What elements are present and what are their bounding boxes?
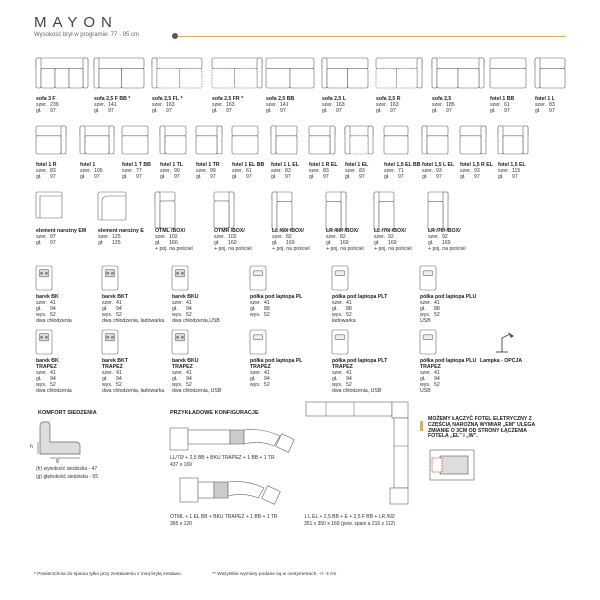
- module-name: półka pod laptopa PLU: [420, 358, 477, 364]
- row1-item-5-label: [322, 96, 346, 114]
- module-dimension: wys. 52: [250, 312, 270, 318]
- row5-item-1-label: [102, 358, 164, 394]
- module-dimension: gł. 97: [460, 174, 480, 180]
- row1-item-6-label: [376, 96, 401, 114]
- module-dimension: gł. 88: [332, 306, 352, 312]
- module-dimension: wys. 52: [332, 382, 352, 388]
- module-dimension: szer. 83: [271, 168, 291, 174]
- module-dimension: gł. 94: [36, 306, 56, 312]
- module-name: fotel 1: [80, 162, 96, 168]
- module-dimension: gł. 97: [266, 108, 286, 114]
- module-name: fotel 1,5 R EL: [460, 162, 493, 168]
- module-name: fotel 1 EL: [345, 162, 369, 168]
- config-3-dims: 351 x 350 x 169 (pow. spani a 216 x 112): [304, 521, 396, 527]
- module-extra: ładowarka: [332, 318, 356, 324]
- row1-item-0-label: [36, 96, 59, 114]
- module-dimension: gł. 97: [422, 174, 442, 180]
- module-dimension: szer. 83: [36, 168, 56, 174]
- module-name: fotel 1 T BB: [122, 162, 151, 168]
- module-dimension: gł. 97: [384, 174, 404, 180]
- module-dimension: wys. 52: [172, 312, 192, 318]
- row3-item-3-label: [214, 228, 252, 252]
- module-name: półka pod laptopa PLU: [420, 294, 477, 300]
- module-dimension: szer. 83: [535, 102, 555, 108]
- row2-item-7-label: [309, 162, 338, 180]
- module-dimension: szer. 41: [36, 370, 56, 376]
- corner-join-icon: [428, 448, 476, 482]
- module-dimension: gł. 94: [420, 376, 440, 382]
- module-dimension: szer. 83: [345, 168, 365, 174]
- header-rule: [178, 36, 566, 37]
- module-dimension: szer. 185: [432, 102, 455, 108]
- note-accent: [420, 421, 423, 431]
- module-dimension: szer. 41: [172, 300, 192, 306]
- module-name: fotel 1,5 L EL: [422, 162, 455, 168]
- row1-item-7-label: [432, 96, 455, 114]
- module-dimension: gł. 94: [102, 306, 122, 312]
- row2-item-10-label: [422, 162, 454, 180]
- row4-item-0-label: [36, 294, 72, 324]
- module-dimension: szer. 61: [490, 102, 510, 108]
- row5-item-6-label: [480, 358, 522, 364]
- row3-item-0-icon: [36, 192, 62, 218]
- module-extra: USB: [420, 388, 431, 394]
- module-name: LL /70/ /BOX/: [374, 228, 406, 234]
- module-name: LL /60/ /BOX/: [272, 228, 304, 234]
- module-dimension: gł. 97: [498, 174, 518, 180]
- module-dimension: gł. 97: [122, 174, 142, 180]
- module-dimension: szer. 93: [422, 168, 442, 174]
- module-dimension: szer. 77: [122, 168, 142, 174]
- row5-item-6-icon: [494, 330, 516, 354]
- row2-item-2-icon: [122, 126, 148, 154]
- module-dimension: szer. 41: [36, 300, 56, 306]
- module-dimension: wys. 52: [250, 382, 270, 388]
- module-dimension: szer. 41: [420, 300, 440, 306]
- config-3-diagram: [304, 398, 412, 508]
- row2-item-8-label: [345, 162, 368, 180]
- row2-item-8-icon: [345, 126, 373, 154]
- row2-item-5-icon: [232, 126, 258, 154]
- module-dimension: szer. 41: [102, 370, 122, 376]
- module-name: OTML /BOX/: [155, 228, 186, 234]
- seat-h-marker: h: [30, 444, 33, 450]
- module-name: półka pod laptopa PL: [250, 358, 303, 364]
- module-name: fotel 1 EL BB: [232, 162, 265, 168]
- module-extra: dwa chłodzenia, USB: [332, 388, 382, 394]
- module-dimension: szer. 71: [384, 168, 404, 174]
- row1-item-0-icon: [36, 58, 88, 88]
- row1-item-7-icon: [432, 58, 484, 88]
- module-dimension: gł. 160: [155, 240, 178, 246]
- row3-item-7-icon: [428, 192, 448, 230]
- module-dimension: szer. 102: [155, 234, 178, 240]
- row4-item-5-icon: [420, 266, 436, 290]
- row3-item-0-label: [36, 228, 86, 246]
- row2-item-4-icon: [196, 126, 222, 154]
- module-name: Lampka - OPCJA: [480, 358, 523, 364]
- module-name: LR /70/ /BOX/: [428, 228, 461, 234]
- module-name: sofa 2,5 FR *: [212, 96, 244, 102]
- module-name: półka pod laptopa PLT: [332, 358, 388, 364]
- row3-item-5-icon: [326, 192, 346, 230]
- row4-item-2-icon: [172, 266, 188, 290]
- module-dimension: szer. 61: [232, 168, 252, 174]
- module-name: sofa 3 F: [36, 96, 56, 102]
- row4-item-3-icon: [250, 266, 266, 290]
- module-dimension: gł. 97: [212, 108, 232, 114]
- module-extra: dwa chłodzenia, USB: [172, 388, 222, 394]
- module-dimension: szer. 41: [332, 300, 352, 306]
- module-dimension: szer. 105: [80, 168, 103, 174]
- row1-item-2-label: [152, 96, 182, 114]
- module-dimension: szer. 163: [212, 102, 235, 108]
- module-dimension: szer. 93: [460, 168, 480, 174]
- module-dimension: gł. 97: [152, 108, 172, 114]
- module-dimension: gł. 169: [326, 240, 349, 246]
- module-dimension: gł. 94: [250, 376, 270, 382]
- module-name: barek BKT: [102, 294, 128, 300]
- row1-item-3-icon: [212, 58, 262, 88]
- row3-item-1-label: [98, 228, 144, 246]
- module-extra: dwa chłodzenia: [36, 318, 72, 324]
- row2-item-4-label: [196, 162, 220, 180]
- module-name: fotel 1 L: [535, 96, 555, 102]
- module-name: barek BK: [36, 358, 59, 364]
- row3-item-1-icon: [98, 192, 126, 220]
- row5-item-2-icon: [172, 330, 188, 354]
- module-dimension: wys. 52: [36, 312, 56, 318]
- row1-item-1-icon: [94, 58, 144, 88]
- module-dimension: gł. 94: [172, 306, 192, 312]
- module-name: sofa 2,5 BB: [266, 96, 295, 102]
- row4-item-0-icon: [36, 266, 52, 290]
- module-dimension: szer. 102: [214, 234, 237, 240]
- row5-item-4-label: [332, 358, 387, 394]
- row2-item-6-label: [271, 162, 299, 180]
- module-dimension: szer. 163: [322, 102, 345, 108]
- page-subtitle: Wysokość brył w programie: 77 - 95 cm: [34, 32, 139, 38]
- module-dimension: szer. 125: [98, 234, 121, 240]
- row1-item-9-icon: [535, 58, 565, 88]
- row1-item-4-icon: [266, 58, 314, 88]
- module-name: barek BKT: [102, 358, 128, 364]
- module-dimension: szer. 82: [272, 234, 292, 240]
- module-dimension: szer. 141: [266, 102, 289, 108]
- module-sub: TRAPEZ: [102, 364, 123, 370]
- module-extra: USB: [420, 318, 431, 324]
- module-name: fotel 1 R: [36, 162, 57, 168]
- module-dimension: gł. 97: [271, 174, 291, 180]
- config-2-label: OTML + 1 EL BB + BKU TRAPEZ + 1 BB + 1 TR: [170, 514, 278, 520]
- module-dimension: szer. 83: [309, 168, 329, 174]
- config-3-label: 1 L EL + 2,5 BB + E + 2,5 F BB + LR /60/: [304, 514, 395, 520]
- row1-item-8-icon: [490, 58, 526, 88]
- module-dimension: szer. 41: [250, 300, 270, 306]
- config-2-dims: 365 x 120: [170, 521, 192, 527]
- module-dimension: gł. 169: [428, 240, 451, 246]
- module-name: LR /60/ /BOX/: [326, 228, 359, 234]
- configs-title: PRZYKŁADOWE KONFIGURACJE: [170, 410, 259, 416]
- module-name: fotel 1 TR: [196, 162, 220, 168]
- module-name: element narożny E: [98, 228, 144, 234]
- row1-item-9-label: [535, 96, 555, 114]
- module-extra: dwa chłodzenia,USB: [172, 318, 220, 324]
- row3-item-4-icon: [272, 192, 292, 230]
- module-extra: + poj. na pościel: [326, 246, 364, 252]
- comfort-title: KOMFORT SIEDZENIA: [38, 410, 97, 416]
- module-dimension: gł. 88: [250, 306, 270, 312]
- module-sub: TRAPEZ: [332, 364, 353, 370]
- seat-g-marker: g: [56, 458, 59, 464]
- module-dimension: gł. 125: [98, 240, 121, 246]
- module-name: fotel 1,5 EL: [498, 162, 526, 168]
- module-dimension: szer. 239: [36, 102, 59, 108]
- module-dimension: szer. 92: [374, 234, 394, 240]
- module-name: fotel 1 TL: [160, 162, 184, 168]
- module-dimension: szer. 141: [94, 102, 117, 108]
- module-dimension: wys. 52: [102, 382, 122, 388]
- module-dimension: szer. 163: [152, 102, 175, 108]
- module-dimension: szer. 41: [332, 370, 352, 376]
- row3-item-7-label: [428, 228, 466, 252]
- module-name: półka pod laptopa PL: [250, 294, 303, 300]
- module-name: element narożny EM: [36, 228, 87, 234]
- config-1-diagram: [168, 422, 298, 452]
- row2-item-0-label: [36, 162, 56, 180]
- module-dimension: szer. 41: [102, 300, 122, 306]
- row1-item-6-icon: [376, 58, 422, 88]
- row2-item-6-icon: [271, 126, 297, 154]
- module-dimension: wys. 52: [420, 382, 440, 388]
- module-dimension: gł. 160: [214, 240, 237, 246]
- row5-item-5-label: [420, 358, 476, 394]
- seat-height-label: (h) wysokość siedziska - 47: [36, 466, 98, 472]
- module-extra: dwa chłodzenia, ładowarka: [102, 318, 165, 324]
- row2-item-3-icon: [160, 126, 186, 154]
- module-dimension: gł. 94: [102, 376, 122, 382]
- row4-item-3-label: [250, 294, 302, 318]
- row4-item-4-label: [332, 294, 387, 324]
- module-dimension: gł. 97: [160, 174, 180, 180]
- module-dimension: wys. 52: [420, 312, 440, 318]
- module-name: barek BK: [36, 294, 59, 300]
- module-dimension: gł. 97: [94, 108, 114, 114]
- module-name: fotel 1 L EL: [271, 162, 299, 168]
- module-extra: + poj. na pościel: [374, 246, 412, 252]
- module-dimension: gł. 97: [345, 174, 365, 180]
- module-dimension: szer. 97: [36, 234, 56, 240]
- module-dimension: gł. 94: [172, 376, 192, 382]
- module-dimension: wys. 52: [36, 382, 56, 388]
- row2-item-5-label: [232, 162, 264, 180]
- row3-item-2-icon: [155, 192, 175, 228]
- row5-item-0-icon: [36, 330, 52, 354]
- row5-item-3-label: [250, 358, 302, 388]
- module-sub: TRAPEZ: [420, 364, 441, 370]
- row5-item-3-icon: [250, 330, 266, 354]
- module-dimension: szer. 41: [172, 370, 192, 376]
- module-sub: TRAPEZ: [36, 364, 57, 370]
- module-name: OTMR /BOX/: [214, 228, 245, 234]
- seat-depth-label: (g) głębokość siedziska - 55: [36, 474, 98, 480]
- module-name: sofa 2,5 FL *: [152, 96, 183, 102]
- row3-item-6-icon: [374, 192, 394, 230]
- module-dimension: gł. 97: [322, 108, 342, 114]
- row2-item-10-icon: [422, 126, 448, 154]
- row5-item-0-label: [36, 358, 72, 394]
- module-name: sofa 2,5 L: [322, 96, 346, 102]
- module-dimension: gł. 97: [535, 108, 555, 114]
- row4-item-5-label: [420, 294, 476, 324]
- row2-item-9-icon: [384, 126, 408, 154]
- module-name: fotel 1 BB: [490, 96, 515, 102]
- row5-item-2-label: [172, 358, 221, 394]
- config-2-diagram: [178, 476, 288, 504]
- row1-item-5-icon: [322, 58, 368, 88]
- module-dimension: gł. 97: [36, 240, 56, 246]
- module-extra: + poj. na pościel: [155, 246, 193, 252]
- module-extra: dwa chłodzenia, ładowarka: [102, 388, 165, 394]
- module-extra: dwa chłodzenia: [36, 388, 72, 394]
- row1-item-8-label: [490, 96, 514, 114]
- row3-item-3-icon: [214, 192, 234, 228]
- corner-note: MOŻEMY ŁĄCZYĆ FOTEL ELETRYCZNY Z CZĘŚCIĄ NAROŻNĄ WYMIAR „EM” ULEGA ZMIANIE O 3CM OD STRONY ŁĄCZENIA FOTELA „EL” i „W”.: [428, 416, 536, 440]
- module-name: fotel 1 R EL: [309, 162, 338, 168]
- module-dimension: gł. 97: [432, 108, 452, 114]
- row2-item-9-label: [384, 162, 421, 180]
- module-dimension: wys. 52: [102, 312, 122, 318]
- module-dimension: szer. 82: [326, 234, 346, 240]
- row5-item-4-icon: [332, 330, 348, 354]
- row3-item-6-label: [374, 228, 412, 252]
- module-dimension: szer. 41: [250, 370, 270, 376]
- footer-note-left: * Powierzchnia do spania tylko przy zestawieniu z inną bryłą zestawu.: [34, 572, 182, 577]
- module-dimension: szer. 115: [498, 168, 521, 174]
- config-1-dims: 437 x 169: [170, 462, 192, 468]
- row2-item-1-label: [80, 162, 103, 180]
- config-1-label: LL/70/ + 2,5 BB + BKU TRAPEZ + 1 BB + 1 TR: [170, 455, 275, 461]
- module-name: sofa 2,5 F BB *: [94, 96, 131, 102]
- row2-item-7-icon: [309, 126, 335, 154]
- module-extra: + poj. na pościel: [214, 246, 252, 252]
- module-dimension: wys. 52: [332, 312, 352, 318]
- module-dimension: gł. 88: [420, 306, 440, 312]
- row2-item-12-icon: [498, 126, 528, 154]
- row1-item-4-label: [266, 96, 294, 114]
- page-title: MAYON: [34, 14, 118, 31]
- row3-item-4-label: [272, 228, 310, 252]
- row1-item-2-icon: [152, 58, 202, 88]
- row3-item-2-label: [155, 228, 193, 252]
- row2-item-2-label: [122, 162, 151, 180]
- row2-item-0-icon: [36, 126, 66, 154]
- module-dimension: gł. 94: [332, 376, 352, 382]
- module-dimension: gł. 97: [80, 174, 100, 180]
- module-dimension: gł. 97: [376, 108, 396, 114]
- module-dimension: szer. 99: [160, 168, 180, 174]
- module-name: fotel 1,5 EL BB: [384, 162, 421, 168]
- module-dimension: szer. 41: [420, 370, 440, 376]
- row4-item-4-icon: [332, 266, 348, 290]
- module-name: półka pod laptopa PLT: [332, 294, 388, 300]
- module-dimension: gł. 94: [36, 376, 56, 382]
- module-name: sofa 2,5 R: [376, 96, 401, 102]
- module-dimension: gł. 97: [232, 174, 252, 180]
- module-dimension: gł. 97: [309, 174, 329, 180]
- module-dimension: szer. 99: [196, 168, 216, 174]
- module-dimension: gł. 97: [36, 108, 56, 114]
- row3-item-5-label: [326, 228, 364, 252]
- module-dimension: szer. 92: [428, 234, 448, 240]
- row2-item-1-icon: [80, 126, 114, 154]
- module-extra: + poj. na pościel: [428, 246, 466, 252]
- row2-item-11-label: [460, 162, 493, 180]
- seat-profile-icon: [36, 420, 86, 460]
- row1-item-1-label: [94, 96, 130, 114]
- row2-item-12-label: [498, 162, 526, 180]
- module-sub: TRAPEZ: [250, 364, 271, 370]
- footer-note-right: ** Wszystkie wymiary podane są w centymetrach, +/- 3 cm: [212, 572, 337, 577]
- row4-item-1-icon: [102, 266, 118, 290]
- module-name: sofa 2,5: [432, 96, 452, 102]
- module-dimension: gł. 169: [374, 240, 397, 246]
- module-sub: TRAPEZ: [172, 364, 193, 370]
- row2-item-11-icon: [460, 126, 486, 154]
- row4-item-1-label: [102, 294, 164, 324]
- row5-item-5-icon: [420, 330, 436, 354]
- module-dimension: szer. 163: [376, 102, 399, 108]
- module-dimension: gł. 97: [36, 174, 56, 180]
- module-name: barek BKU: [172, 294, 199, 300]
- module-name: barek BKU: [172, 358, 199, 364]
- row1-item-3-label: [212, 96, 243, 114]
- row4-item-2-label: [172, 294, 220, 324]
- module-dimension: wys. 52: [172, 382, 192, 388]
- row2-item-3-label: [160, 162, 183, 180]
- module-dimension: gł. 97: [490, 108, 510, 114]
- module-dimension: gł. 97: [196, 174, 216, 180]
- row5-item-1-icon: [102, 330, 118, 354]
- module-extra: + poj. na pościel: [272, 246, 310, 252]
- module-dimension: gł. 169: [272, 240, 295, 246]
